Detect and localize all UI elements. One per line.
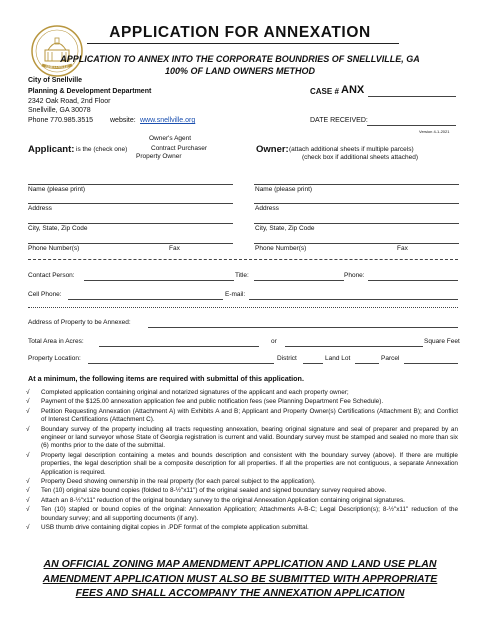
requirements-list xyxy=(26,389,458,534)
subtitle-line-2: 100% OF LAND OWNERS METHOD xyxy=(164,66,315,76)
district-line[interactable] xyxy=(303,363,323,364)
case-number-line[interactable] xyxy=(368,96,456,97)
website-link[interactable]: www.snellville.org xyxy=(140,117,196,124)
logo-text: SNELLVILLE xyxy=(45,64,69,69)
check-mark: √ xyxy=(26,506,30,514)
applicant-check-note: is the (check one) xyxy=(76,146,128,153)
check-mark: √ xyxy=(26,478,30,486)
city-name: City of Snellville xyxy=(28,77,83,84)
land-lot-line[interactable] xyxy=(355,363,379,364)
property-address-line[interactable] xyxy=(148,327,458,328)
check-mark: √ xyxy=(26,451,30,459)
acres-line[interactable] xyxy=(99,346,259,347)
contact-title-label: Title: xyxy=(235,272,249,279)
contact-phone-line[interactable] xyxy=(368,280,458,281)
applicant-address-line[interactable] xyxy=(28,203,233,204)
option-property-owner[interactable]: Property Owner xyxy=(136,153,182,160)
owner-fax-label: Fax xyxy=(397,245,408,252)
footer-line-2: AMENDMENT APPLICATION MUST ALSO BE SUBMITTED WITH APPROPRIATE xyxy=(42,572,438,585)
list-item: √ Ten (10) original size bound copies (folded to 8-½"x11") of the original sealed and signed boundary survey required above. xyxy=(26,487,387,495)
check-mark: √ xyxy=(26,496,30,504)
list-item: √ Ten (10) stapled or bound copies of the original: Annexation Application; Attachments A-B-C; Legal Description(s); 8-½"x11" reduction of the boundary survey; and all supporting documents (if any). xyxy=(26,506,458,522)
applicant-address-label: Address xyxy=(28,205,52,212)
total-area-label: Total Area in Acres: xyxy=(28,338,84,345)
applicant-fax-label: Fax xyxy=(169,245,180,252)
owner-city-label: City, State, Zip Code xyxy=(255,225,315,232)
check-mark: √ xyxy=(26,389,30,396)
requirements-heading: At a minimum, the following items are required with submittal of this application. xyxy=(28,374,304,383)
square-feet-line[interactable] xyxy=(285,346,423,347)
owner-phone-line[interactable] xyxy=(254,243,459,244)
page-title: APPLICATION FOR ANNEXATION xyxy=(109,24,371,41)
owner-label: Owner: xyxy=(256,144,289,155)
check-mark: √ xyxy=(26,398,30,406)
district-label: District xyxy=(277,355,297,362)
date-received-label: DATE RECEIVED: xyxy=(310,117,368,124)
contact-phone-label: Phone: xyxy=(344,272,365,279)
address-line-2: Snellville, GA 30078 xyxy=(28,107,91,114)
applicant-phone-label: Phone Number(s) xyxy=(28,245,80,252)
subtitle-line-1: APPLICATION TO ANNEX INTO THE CORPORATE BOUNDRIES OF SNELLVILLE, GA xyxy=(60,54,420,64)
contact-person-line[interactable] xyxy=(84,280,234,281)
contact-divider xyxy=(28,307,458,308)
list-item: √ Completed application containing original and notarized signatures of the applicant and each property owner; xyxy=(26,389,349,396)
cell-phone-line[interactable] xyxy=(68,299,223,300)
applicant-label: Applicant: xyxy=(28,144,75,155)
check-mark: √ xyxy=(26,407,30,415)
contact-title-line[interactable] xyxy=(254,280,344,281)
owner-city-line[interactable] xyxy=(254,223,459,224)
applicant-city-label: City, State, Zip Code xyxy=(28,225,88,232)
parcel-line[interactable] xyxy=(404,363,458,364)
list-item: √ Boundary survey of the property including all tracts requesting annexation, bearing original signature and seal of preparer and prepared by an engineer or land surveyor whose State of Georgia registration is current and valid. Boundary survey must be stamped and sealed no more than six (6) months prior to the date of the submittal. xyxy=(26,425,458,450)
land-lot-label: Land Lot xyxy=(325,355,351,362)
owner-address-label: Address xyxy=(255,205,279,212)
list-item: √ Payment of the $125.00 annexation application fee and public notification fees (see Planning Department Fee Schedule). xyxy=(26,398,384,406)
section-divider xyxy=(28,259,458,260)
version-text: Version 4-1-2021 xyxy=(419,129,450,134)
option-owners-agent[interactable]: Owner's Agent xyxy=(149,135,192,142)
email-line[interactable] xyxy=(249,299,458,300)
property-location-line[interactable] xyxy=(88,363,274,364)
contact-person-label: Contact Person: xyxy=(28,272,75,279)
list-item: √ Property Deed showing ownership in the real property (for each parcel subject to the application). xyxy=(26,478,316,486)
check-mark: √ xyxy=(26,524,30,532)
applicant-name-line[interactable] xyxy=(28,184,233,185)
or-label: or xyxy=(271,338,277,345)
city-phone: Phone 770.985.3515 xyxy=(28,117,94,124)
list-item: √ Petition Requesting Annexation (Attachment A) with Exhibits A and B; Applicant and Property Owner(s) Certifications (Attachment B); and Conflict of Interest Certifications (Attachment C). xyxy=(26,407,458,424)
department-name: Planning & Development Department xyxy=(28,88,152,95)
footer-notice xyxy=(0,557,480,601)
owner-note-2: (check box if additional sheets attached) xyxy=(302,154,418,161)
property-location-label: Property Location: xyxy=(28,355,81,362)
option-contract-purchaser[interactable]: Contract Purchaser xyxy=(151,145,207,152)
parcel-label: Parcel xyxy=(381,355,400,362)
applicant-city-line[interactable] xyxy=(28,223,233,224)
list-item: √ Attach an 8-½"x11" reduction of the original boundary survey to the original Annexation Application containing original signatures. xyxy=(26,496,405,504)
square-feet-label: Square Feet xyxy=(424,338,460,345)
case-prefix: ANX xyxy=(341,84,365,96)
footer-line-1: AN OFFICIAL ZONING MAP AMENDMENT APPLICATION AND LAND USE PLAN xyxy=(43,558,437,570)
owner-name-label: Name (please print) xyxy=(255,186,313,193)
list-item: √ USB thumb drive containing digital copies in .PDF format of the complete application submittal. xyxy=(26,524,309,532)
applicant-name-label: Name (please print) xyxy=(28,186,86,193)
date-received-line[interactable] xyxy=(367,125,456,126)
applicant-phone-line[interactable] xyxy=(28,243,233,244)
property-address-label: Address of Property to be Annexed: xyxy=(28,319,131,326)
check-mark: √ xyxy=(26,487,30,495)
website-label: website: xyxy=(110,117,136,124)
owner-note-1: (attach additional sheets if multiple parcels) xyxy=(289,146,414,153)
check-mark: √ xyxy=(26,425,30,433)
cell-phone-label: Cell Phone: xyxy=(28,291,62,298)
owner-phone-label: Phone Number(s) xyxy=(255,245,307,252)
owner-address-line[interactable] xyxy=(254,203,459,204)
list-item: √ Property legal description containing a metes and bounds description and consistent with the boundary survey (above). If there are multiple properties, the legal description shall be a composite description for all properties. If all the properties are not contiguous, a separate Annexation Application is required. xyxy=(26,451,458,476)
case-label: CASE # xyxy=(310,87,339,96)
owner-name-line[interactable] xyxy=(254,184,459,185)
footer-line-3: FEES AND SHALL ACCOMPANY THE ANNEXATION APPLICATION xyxy=(75,587,405,599)
address-line-1: 2342 Oak Road, 2nd Floor xyxy=(28,98,111,105)
email-label: E-mail: xyxy=(225,291,246,298)
title-underline xyxy=(87,43,399,44)
